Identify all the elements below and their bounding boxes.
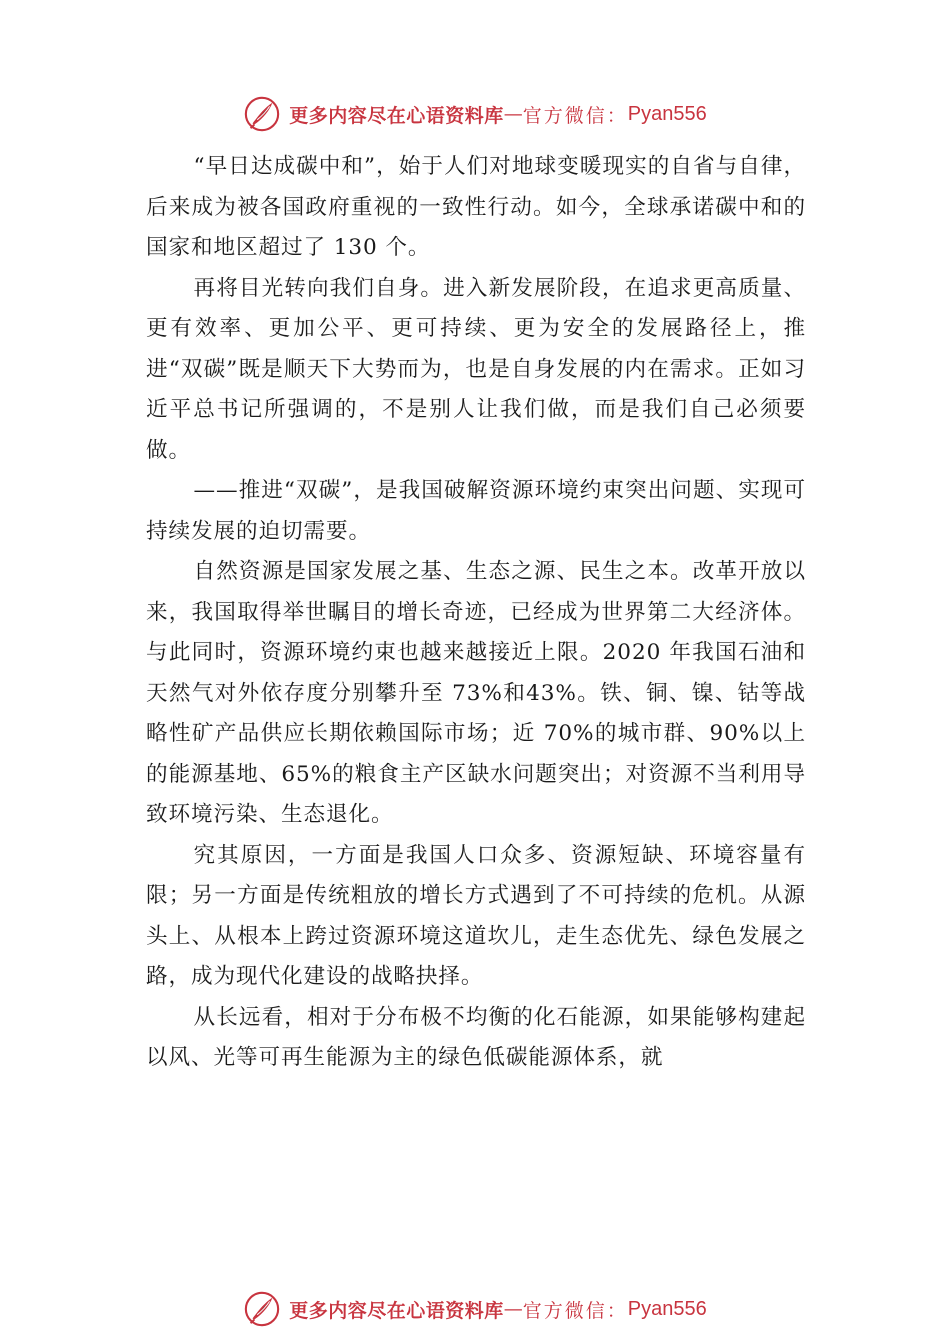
paragraph-3: ——推进“双碳”，是我国破解资源环境约束突出问题、实现可持续发展的迫切需要。 — [146, 478, 806, 544]
header-wechat-id: Pyan556 — [627, 102, 707, 125]
footer-site-name: 更多内容尽在心语资料库 — [289, 1299, 504, 1322]
footer-dash: — — [503, 1298, 523, 1320]
header-banner — [0, 94, 950, 134]
paragraph-5: 究其原因，一方面是我国人口众多、资源短缺、环境容量有限；另一方面是传统粗放的增长方式遇到了不可持续的危机。从源头上、从根本上跨过资源环境这道坎儿，走生态优先、绿色发展之路，成为现代化建设的战略抉择。 — [146, 842, 806, 989]
paragraph-6: 从长远看，相对于分布极不均衡的化石能源，如果能够构建起以风、光等可再生能源为主的绿色低碳能源体系，就 — [146, 1004, 806, 1070]
paragraph-4: 自然资源是国家发展之基、生态之源、民生之本。改革开放以来，我国取得举世瞩目的增长奇迹，已经成为世界第二大经济体。与此同时，资源环境约束也越来越接近上限。2020 年我国石油和天然气对外依存度分别攀升至 73%和43%。铁、铜、镍、钴等战略性矿产品供应长期依赖国际市场；近 70%的城市群、90%以上的能源基地、65%的粮食主产区缺水问题突出；对资源不当利用导致环境污染、生态退化。 — [146, 559, 806, 827]
document-body — [146, 147, 806, 1079]
footer-banner — [0, 1289, 950, 1329]
header-wechat-label: 官方微信： — [522, 104, 628, 127]
feather-pen-logo-icon — [243, 1290, 281, 1328]
footer-wechat-label: 官方微信： — [522, 1299, 628, 1322]
footer-wechat-id: Pyan556 — [627, 1297, 707, 1320]
header-dash: — — [503, 103, 523, 125]
paragraph-2: 再将目光转向我们自身。进入新发展阶段，在追求更高质量、更有效率、更加公平、更可持续、更为安全的发展路径上，推进“双碳”既是顺天下大势而为，也是自身发展的内在需求。正如习近平总书记所强调的，不是别人让我们做，而是我们自己必须要做。 — [146, 275, 806, 463]
header-site-name: 更多内容尽在心语资料库 — [289, 104, 504, 127]
feather-pen-logo-icon — [243, 95, 281, 133]
paragraph-1: “早日达成碳中和”，始于人们对地球变暖现实的自省与自律，后来成为被各国政府重视的一致性行动。如今，全球承诺碳中和的国家和地区超过了 130 个。 — [146, 154, 806, 260]
